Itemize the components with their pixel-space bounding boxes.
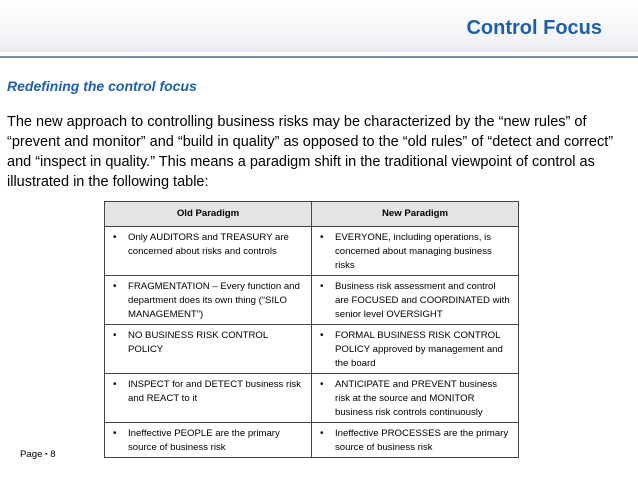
separator-square-icon: ▪ xyxy=(45,451,48,458)
table-row xyxy=(105,276,519,325)
table-row xyxy=(105,374,519,423)
page-label: Page xyxy=(20,449,43,460)
cell-text: Ineffective PEOPLE are the primary source of business risk xyxy=(128,428,280,453)
bullet-icon: • xyxy=(113,232,117,243)
cell-text: NO BUSINESS RISK CONTROL POLICY xyxy=(128,330,268,355)
page-number: 8 xyxy=(50,449,56,460)
table-cell-new xyxy=(312,276,519,325)
paradigm-table xyxy=(104,201,519,458)
table-header-row xyxy=(105,202,519,227)
page-footer xyxy=(20,449,56,460)
bullet-icon: • xyxy=(113,281,117,292)
cell-text: Ineffective PROCESSES are the primary source of business risk xyxy=(335,428,509,453)
bullet-icon: • xyxy=(320,232,324,243)
bullet-icon: • xyxy=(320,428,324,439)
table-cell-old xyxy=(105,423,312,458)
table-row xyxy=(105,227,519,276)
table-cell-old xyxy=(105,227,312,276)
section-subtitle: Redefining the control focus xyxy=(7,78,197,94)
table-cell-new xyxy=(312,423,519,458)
table-row xyxy=(105,423,519,458)
table-cell-new xyxy=(312,325,519,374)
bullet-icon: • xyxy=(320,281,324,292)
table-cell-old xyxy=(105,325,312,374)
bullet-icon: • xyxy=(320,330,324,341)
cell-text: FORMAL BUSINESS RISK CONTROL POLICY approved by management and the board xyxy=(335,330,503,369)
table-cell-new xyxy=(312,374,519,423)
bullet-icon: • xyxy=(320,379,324,390)
cell-text: ANTICIPATE and PREVENT business risk at the source and MONITOR business risk controls continuously xyxy=(335,379,498,418)
cell-text: INSPECT for and DETECT business risk and REACT to it xyxy=(128,379,301,404)
page-title: Control Focus xyxy=(466,17,602,39)
bullet-icon: • xyxy=(113,428,117,439)
bullet-icon: • xyxy=(113,379,117,390)
table-cell-old xyxy=(105,276,312,325)
intro-paragraph: The new approach to controlling business risks may be characterized by the “new rules” of “prevent and monitor” and “build in quality” as opposed to the “old rules” of “detect and correct” and “inspect in quality.” This means a paradigm shift in the traditional viewpoint of control as illustrated in the following table: xyxy=(7,114,614,190)
cell-text: FRAGMENTATION – Every function and department does its own thing (“SILO MANAGEMENT”) xyxy=(128,281,300,320)
cell-text: EVERYONE, including operations, is concerned about managing business risks xyxy=(335,232,492,271)
column-header-old: Old Paradigm xyxy=(105,202,312,227)
bullet-icon: • xyxy=(113,330,117,341)
cell-text: Only AUDITORS and TREASURY are concerned about risks and controls xyxy=(128,232,289,257)
header-divider xyxy=(0,56,638,58)
cell-text: Business risk assessment and control are FOCUSED and COORDINATED with senior level OVERSIGHT xyxy=(335,281,510,320)
table-cell-new xyxy=(312,227,519,276)
column-header-new: New Paradigm xyxy=(312,202,519,227)
table-row xyxy=(105,325,519,374)
table-cell-old xyxy=(105,374,312,423)
